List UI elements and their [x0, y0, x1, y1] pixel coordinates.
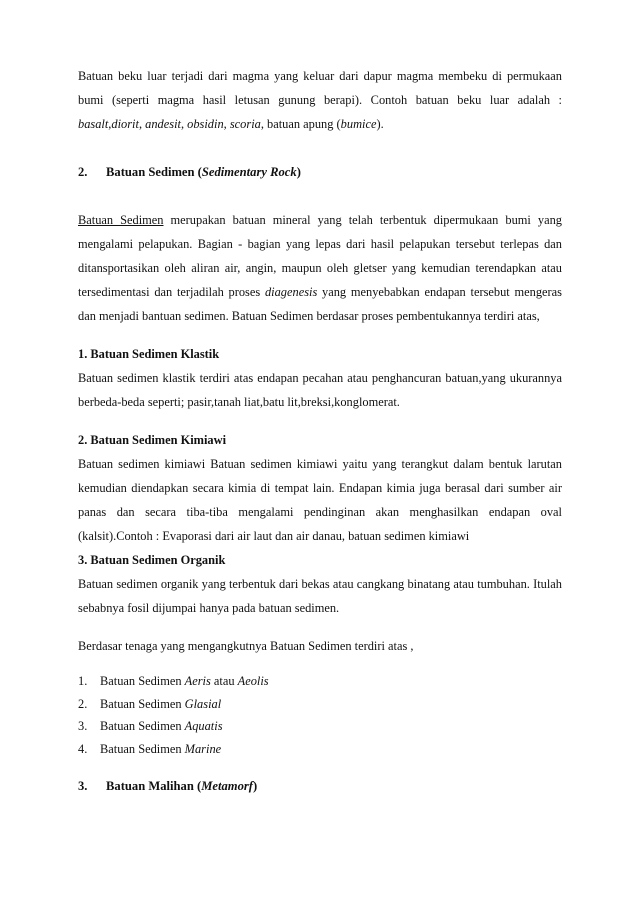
- list-number: 3.: [78, 719, 88, 733]
- list-text: Batuan Sedimen: [100, 674, 185, 688]
- intro-paragraph: Batuan beku luar terjadi dari magma yang keluar dari dapur magma membeku di permukaan bumi (seperti magma hasil letusan gunung berapi). Contoh batuan beku luar adalah : basalt,diorit, andesit, obsidin, scoria, batuan apung (bumice).: [78, 69, 562, 131]
- section-3-title: Batuan Malihan (: [106, 779, 202, 793]
- kimiawi-paragraph: Batuan sedimen kimiawi Batuan sedimen kimiawi yaitu yang terangkut dalam bentuk larutan kemudian diendapkan secara kimia di tempat lain. Endapan kimia juga berasal dari sumber air panas dan secara tiba-tiba mengalami pendinginan akan menghasilkan endapan oval (kalsit).Contoh : Evaporasi dari air laut dan air danau, batuan sedimen kimiawi: [78, 457, 562, 543]
- section-2-text-a: merupakan batuan mineral yang telah terbentuk dipermukaan bumi yang mengalami pelapukan. Bagian - bagian yang lepas dari hasil pelapukan tersebut terlepas dan ditansportasikan oleh aliran air, angin, maupun oleh gletser yang kemudian terendapkan atau tersedimentasi dan terjadilah proses: [78, 213, 562, 299]
- document-page: [78, 64, 562, 798]
- list-item: [78, 738, 562, 761]
- tenaga-intro: Berdasar tenaga yang mengangkutnya Batuan Sedimen terdiri atas ,: [78, 639, 414, 653]
- list-number: 2.: [78, 696, 88, 711]
- list-number: 1.: [78, 674, 88, 688]
- list-italic: Marine: [184, 741, 222, 756]
- section-2-number: 2.: [78, 165, 88, 179]
- section-2-title-italic: Sedimentary Rock: [201, 165, 297, 179]
- section-2-text-b: yang menyebabkan endapan tersebut mengeras dan menjadi bantuan sedimen. Batuan Sedimen berdasar proses pembentukannya terdiri atas,: [78, 285, 562, 323]
- list-text: Batuan Sedimen: [100, 741, 185, 756]
- list-mid: atau: [210, 674, 238, 688]
- list-number: 4.: [78, 741, 88, 756]
- section-2-paragraph: [78, 208, 562, 328]
- organik-paragraph: Batuan sedimen organik yang terbentuk dari bekas atau cangkang binatang atau tumbuhan. Itulah sebabnya fosil dijumpai hanya pada batuan sedimen.: [78, 577, 562, 615]
- list-italic: Aeris: [184, 674, 211, 688]
- section-3-heading: [78, 774, 562, 798]
- list-text: Batuan Sedimen: [100, 696, 185, 711]
- list-item: [78, 670, 562, 693]
- example-andesit: andesit: [145, 117, 181, 131]
- sediment-type-list: [78, 670, 562, 760]
- example-scoria: scoria: [229, 117, 261, 131]
- organik-heading: 3. Batuan Sedimen Organik: [78, 553, 226, 567]
- example-diorit: diorit: [111, 117, 139, 131]
- kimiawi-heading: 2. Batuan Sedimen Kimiawi: [78, 433, 227, 447]
- term-diagenesis: diagenesis: [264, 285, 318, 299]
- list-item: [78, 715, 562, 738]
- list-italic-2: Aeolis: [237, 674, 269, 688]
- section-2-title-end: ): [296, 165, 301, 179]
- intro-text: Batuan beku luar terjadi dari magma yang keluar dari dapur magma membeku di permukaan bumi (seperti magma hasil letusan gunung berapi). Contoh batuan beku luar adalah :: [78, 69, 562, 107]
- section-2-title: Batuan Sedimen (: [106, 165, 202, 179]
- list-text: Batuan Sedimen: [100, 719, 185, 733]
- example-basalt: basalt: [78, 117, 109, 131]
- list-italic: Aquatis: [184, 719, 223, 733]
- intro-text-2: , batuan apung (: [260, 117, 341, 131]
- list-item: [78, 693, 562, 716]
- section-3-title-italic: Metamorf: [201, 779, 253, 793]
- term-batuan-sedimen: Batuan Sedimen: [78, 213, 164, 227]
- example-bumice: bumice: [340, 117, 377, 131]
- section-3-title-end: ): [252, 779, 258, 793]
- section-2-heading: [78, 160, 562, 184]
- list-italic: Glasial: [184, 696, 222, 711]
- intro-text-3: ).: [376, 117, 384, 131]
- klastik-heading: 1. Batuan Sedimen Klastik: [78, 347, 220, 361]
- klastik-paragraph: Batuan sedimen klastik terdiri atas endapan pecahan atau penghancuran batuan,yang ukurannya berbeda-beda seperti; pasir,tanah liat,batu lit,breksi,konglomerat.: [78, 371, 562, 409]
- example-obsidin: obsidin: [187, 117, 224, 131]
- section-3-number: 3.: [78, 779, 88, 793]
